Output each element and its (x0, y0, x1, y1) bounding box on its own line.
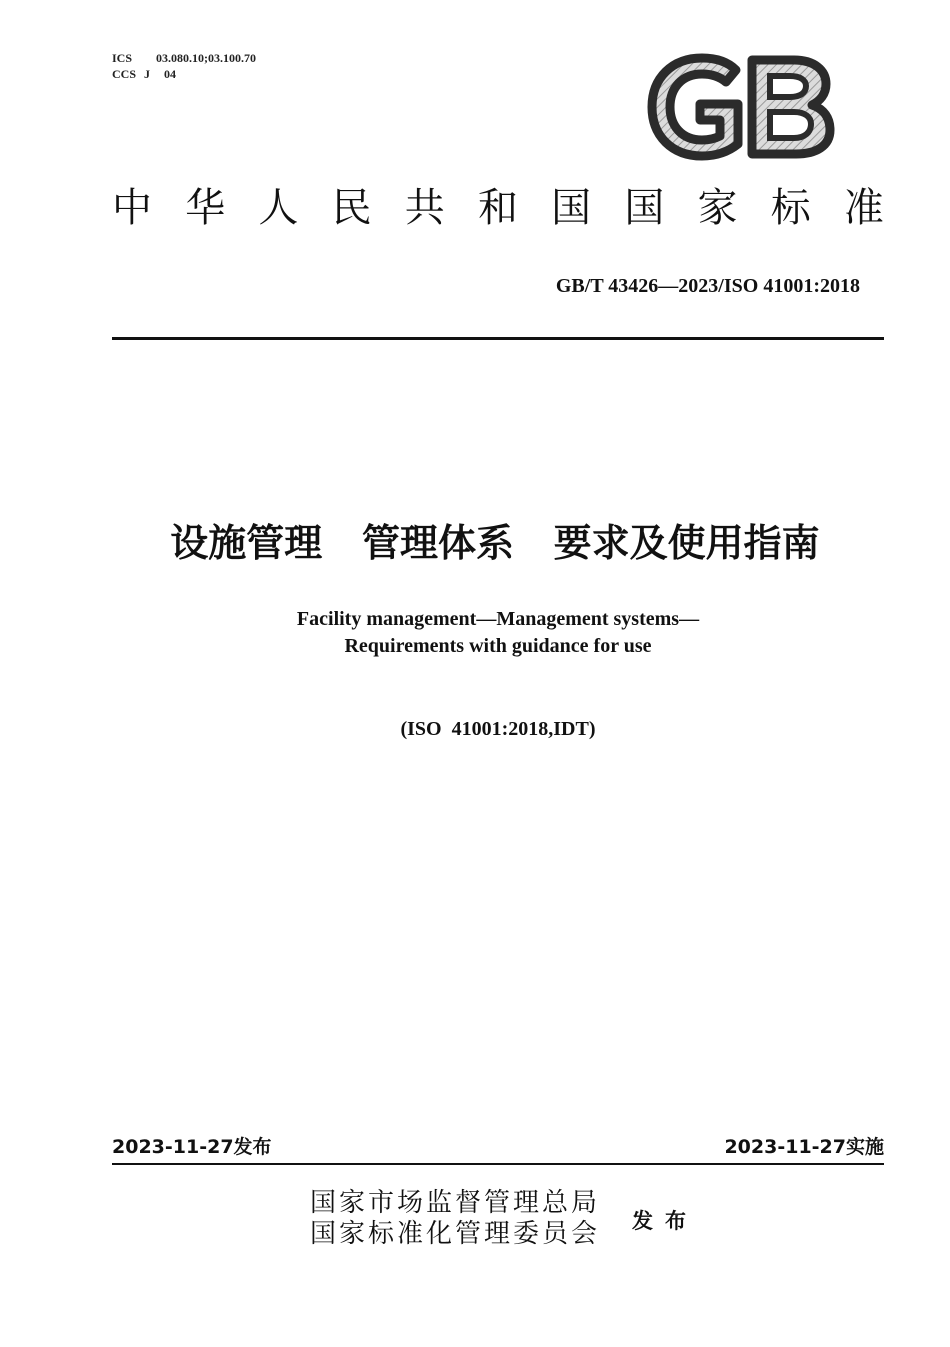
national-title-char: 国 (624, 185, 665, 231)
ics-row (112, 50, 256, 66)
national-title-char: 华 (185, 185, 226, 231)
national-title-char: 民 (331, 185, 372, 231)
standard-number: GB/T 43426—2023/ISO 41001:2018 (555, 275, 860, 297)
gb-logo-icon (644, 52, 836, 162)
implementation-date: 2023-11-27实施 (724, 1136, 884, 1158)
issuer-2: 国家标准化管理委员会 (310, 1219, 601, 1249)
ccs-row (112, 66, 256, 82)
national-title-char: 国 (551, 185, 592, 231)
issue-action: 发布 (632, 1209, 698, 1233)
ics-value: 03.080.10;03.100.70 (156, 51, 256, 65)
ccs-value: 04 (164, 67, 176, 81)
ics-label: ICS (112, 51, 133, 65)
title-en-line-2: Requirements with guidance for use (344, 635, 652, 657)
issuer-1: 国家市场监督管理总局 (310, 1188, 601, 1218)
national-title-char: 和 (477, 185, 518, 231)
document-title-en (0, 606, 950, 660)
national-title-char: 人 (258, 185, 299, 231)
issuing-authorities (310, 1188, 600, 1250)
national-title-char: 准 (843, 185, 884, 231)
national-title-char: 标 (770, 185, 811, 231)
national-title-char: 家 (697, 185, 738, 231)
ccs-class: J (144, 67, 150, 81)
iso-reference: (ISO 41001:2018,IDT) (400, 718, 596, 740)
national-title-char: 中 (112, 185, 152, 231)
ccs-label: CCS (112, 67, 137, 81)
footer-divider (112, 1163, 884, 1165)
national-title-char: 共 (404, 185, 445, 231)
header-divider (112, 337, 884, 340)
classification-codes (112, 50, 256, 82)
national-standard-title (112, 182, 884, 234)
publish-date: 2023-11-27发布 (112, 1136, 272, 1158)
title-en-line-1: Facility management—Management systems— (296, 608, 700, 630)
document-title-cn: 设施管理 管理体系 要求及使用指南 (170, 521, 820, 565)
